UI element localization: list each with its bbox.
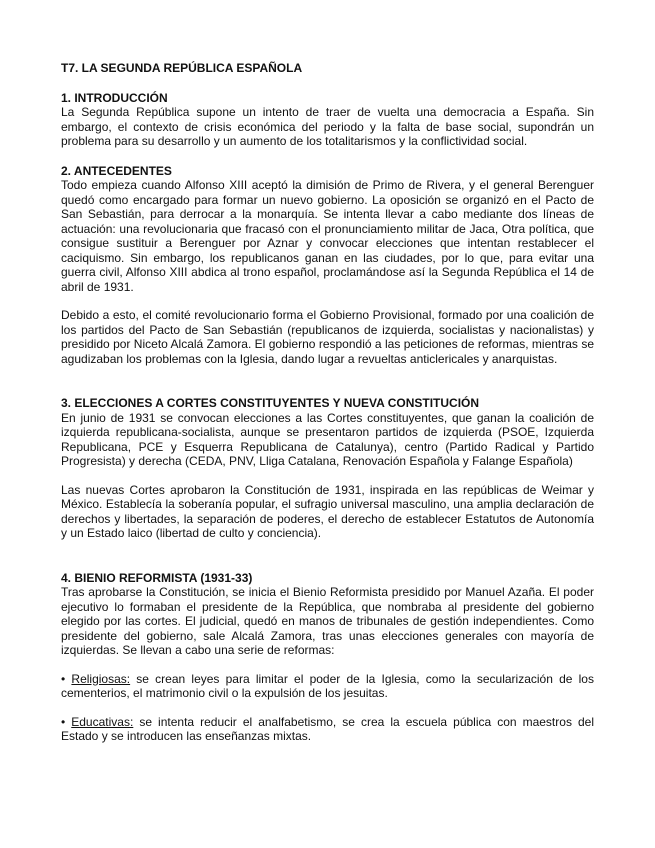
paragraph: La Segunda República supone un intento de traer de vuelta una democracia a España. Sin embargo, el contexto de crisis económica del periodo y la falta de base social, supondrán un problema para su desarrollo y un aumento de los totalitarismos y la conflictividad social. (61, 105, 594, 148)
spacer (61, 366, 594, 396)
section-heading-bienio-reformista: 4. BIENIO REFORMISTA (1931-33) (61, 570, 253, 585)
bullet-text: se crean leyes para limitar el poder de la Iglesia, como la secularización de los cementerios, el matrimonio civil o la expulsión de los jesuitas. (61, 671, 594, 700)
bullet-text: se intenta reducir el analfabetismo, se crea la escuela pública con maestros del Estado y se introducen las enseñanzas mixtas. (61, 714, 594, 743)
section-heading-introduccion: 1. INTRODUCCIÓN (61, 90, 168, 105)
bullet-item-religiosas (61, 672, 594, 701)
spacer (61, 469, 594, 483)
paragraph: Las nuevas Cortes aprobaron la Constitución de 1931, inspirada en las repúblicas de Weimar y México. Establecía la soberanía popular, el sufragio universal masculino, una amplia declaración de derechos y libertades, la separación de poderes, el derecho de establecer Estatutos de Autonomía y un Estado laico (libertad de culto y conciencia). (61, 482, 594, 540)
bullet-label: Educativas: (71, 714, 134, 729)
spacer (61, 149, 594, 164)
section-heading-antecedentes: 2. ANTECEDENTES (61, 163, 172, 178)
bullet-item-educativas (61, 715, 594, 744)
bullet-marker: • (61, 714, 66, 729)
document-title: T7. LA SEGUNDA REPÚBLICA ESPAÑOLA (61, 61, 303, 75)
document-page (61, 61, 594, 744)
spacer (61, 701, 594, 715)
paragraph: Tras aprobarse la Constitución, se inicia el Bienio Reformista presidido por Manuel Azaña. El poder ejecutivo lo formaban el presidente de la República, que nombraba al presidente del gobierno elegido por las cortes. El judicial, quedó en manos de tribunales de gestión independientes. Como presidente del gobierno, sale Alcalá Zamora, tras unas elecciones generales con mayoría de izquierdas. Se llevan a cabo una serie de reformas: (61, 585, 594, 657)
spacer (61, 294, 594, 308)
paragraph: Debido a esto, el comité revolucionario forma el Gobierno Provisional, formado por una coalición de los partidos del Pacto de San Sebastián (republicanos de izquierda, socialistas y nacionalistas) y presidido por Niceto Alcalá Zamora. El gobierno respondió a las peticiones de reformas, mientras se agudizaban los problemas con la Iglesia, dando lugar a revueltas anticlericales y anarquistas. (61, 308, 594, 366)
spacer (61, 541, 594, 571)
spacer (61, 658, 594, 672)
bullet-label: Religiosas: (71, 671, 131, 686)
paragraph: En junio de 1931 se convocan elecciones a las Cortes constituyentes, que ganan la coalición de izquierda republicana-socialista, aunque se presentaron partidos de izquierda (PSOE, Izquierda Republicana, PCE y Esquerra Republicana de Catalunya), centro (Partido Radical y Partido Progresista) y derecha (CEDA, PNV, Lliga Catalana, Renovación Española y Falange Española) (61, 410, 594, 468)
bullet-marker: • (61, 671, 66, 686)
paragraph: Todo empieza cuando Alfonso XIII aceptó la dimisión de Primo de Rivera, y el general Berenguer quedó como encargado para formar un nuevo gobierno. La oposición se organizó en el Pacto de San Sebastián, para derrocar a la monarquía. Se intenta llevar a cabo mediante dos líneas de actuación: una revolucionaria que fracasó con el pronunciamiento militar de Jaca, Otra política, que consigue sustituir a Berenguer por Aznar y convocar elecciones que intentan restablecer el caciquismo. Sin embargo, los republicanos ganan en las ciudades, por lo que, para evitar una guerra civil, Alfonso XIII abdica al trono español, proclamándose así la Segunda República el 14 de abril de 1931. (61, 178, 594, 294)
section-heading-elecciones: 3. ELECCIONES A CORTES CONSTITUYENTES Y NUEVA CONSTITUCIÓN (61, 396, 480, 410)
